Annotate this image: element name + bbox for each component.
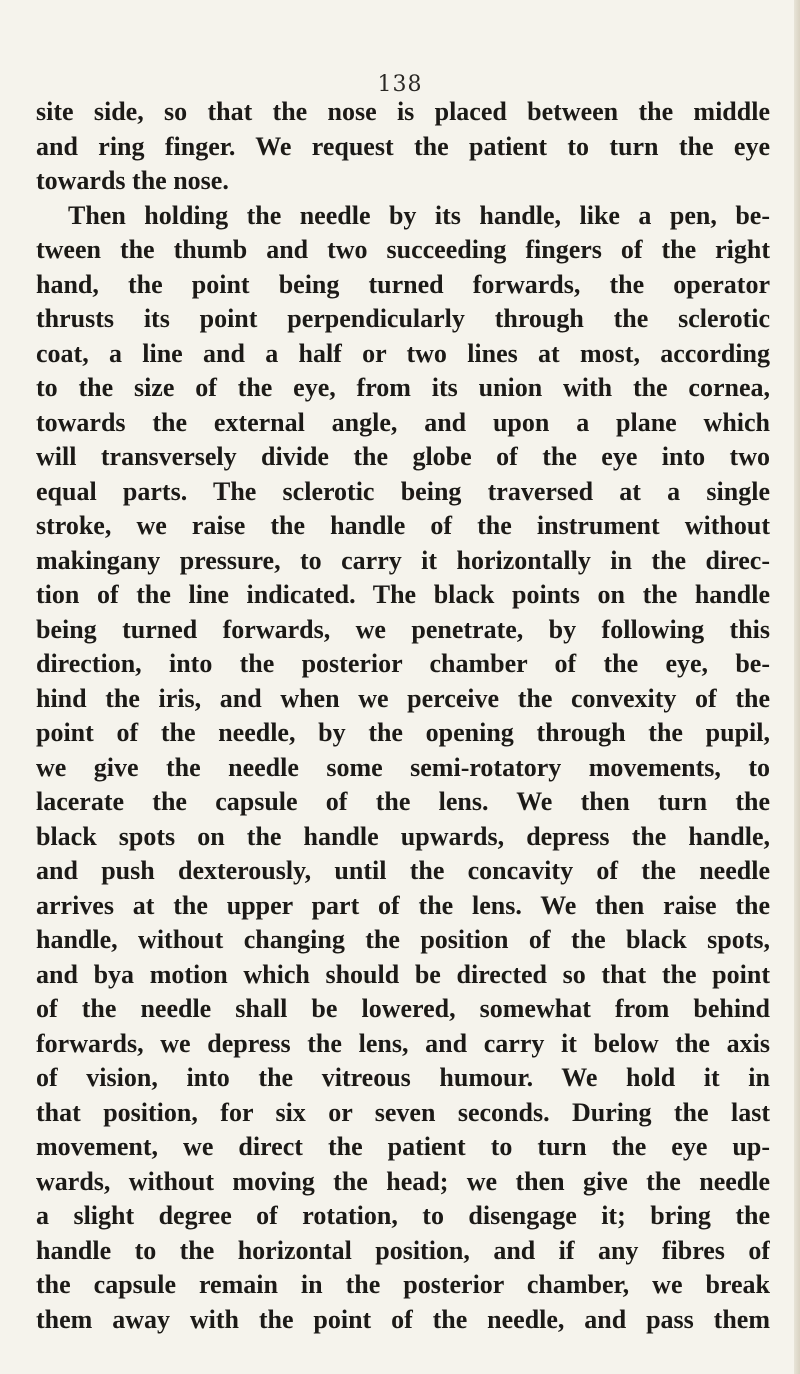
text-line: being turned forwards, we penetrate, by following this: [36, 614, 770, 644]
body-text: [36, 95, 770, 1337]
text-line: coat, a line and a half or two lines at most, according: [36, 338, 770, 368]
text-line: of vision, into the vitreous humour. We hold it in: [36, 1063, 770, 1092]
text-line: to the size of the eye, from its union with the cornea,: [36, 373, 770, 402]
text-line: site side, so that the nose is placed between the middle: [36, 97, 770, 126]
text-line: a slight degree of rotation, to disengage it; bring the: [36, 1201, 770, 1230]
text-line: and bya motion which should be directed so that the point: [36, 959, 770, 989]
text-line: black spots on the handle upwards, depress the handle,: [36, 821, 770, 851]
page-edge-shadow: [794, 0, 800, 1374]
text-line: handle to the horizontal position, and if any fibres of: [36, 1235, 770, 1265]
text-line: of the needle shall be lowered, somewhat from behind: [36, 994, 770, 1023]
text-line: stroke, we raise the handle of the instrument without: [36, 511, 770, 540]
text-line: tion of the line indicated. The black points on the handle: [36, 580, 770, 609]
text-line: forwards, we depress the lens, and carry it below the axis: [36, 1028, 770, 1058]
text-line: point of the needle, by the opening through the pupil,: [36, 718, 770, 747]
text-line: will transversely divide the globe of the eye into two: [36, 442, 770, 471]
text-line: and push dexterously, until the concavity of the needle: [36, 856, 770, 885]
text-line: tween the thumb and two succeeding fingers of the right: [36, 235, 770, 264]
text-line: wards, without moving the head; we then give the needle: [36, 1166, 770, 1196]
page-number: 138: [377, 72, 423, 97]
text-line: towards the nose.: [36, 166, 229, 195]
text-line: towards the external angle, and upon a plane which: [36, 407, 770, 437]
text-line: equal parts. The sclerotic being traversed at a single: [36, 476, 770, 506]
text-line: that position, for six or seven seconds. During the last: [36, 1097, 770, 1127]
text-line: thrusts its point perpendicularly through the sclerotic: [36, 304, 770, 333]
text-line: makingany pressure, to carry it horizontally in the direc-: [36, 545, 770, 575]
text-line: hand, the point being turned forwards, the operator: [36, 269, 770, 299]
text-line: them away with the point of the needle, and pass them: [36, 1304, 770, 1334]
text-line: the capsule remain in the posterior chamber, we break: [36, 1270, 770, 1299]
text-line: arrives at the upper part of the lens. We then raise the: [36, 890, 770, 920]
text-line: Then holding the needle by its handle, like a pen, be-: [68, 200, 770, 230]
text-line: we give the needle some semi-rotatory movements, to: [36, 752, 770, 782]
text-line: movement, we direct the patient to turn the eye up-: [36, 1132, 770, 1161]
text-line: hind the iris, and when we perceive the convexity of the: [36, 683, 770, 713]
text-line: direction, into the posterior chamber of the eye, be-: [36, 649, 770, 678]
text-line: lacerate the capsule of the lens. We then turn the: [36, 787, 770, 816]
text-line: and ring finger. We request the patient to turn the eye: [36, 131, 770, 161]
text-line: handle, without changing the position of the black spots,: [36, 925, 770, 954]
